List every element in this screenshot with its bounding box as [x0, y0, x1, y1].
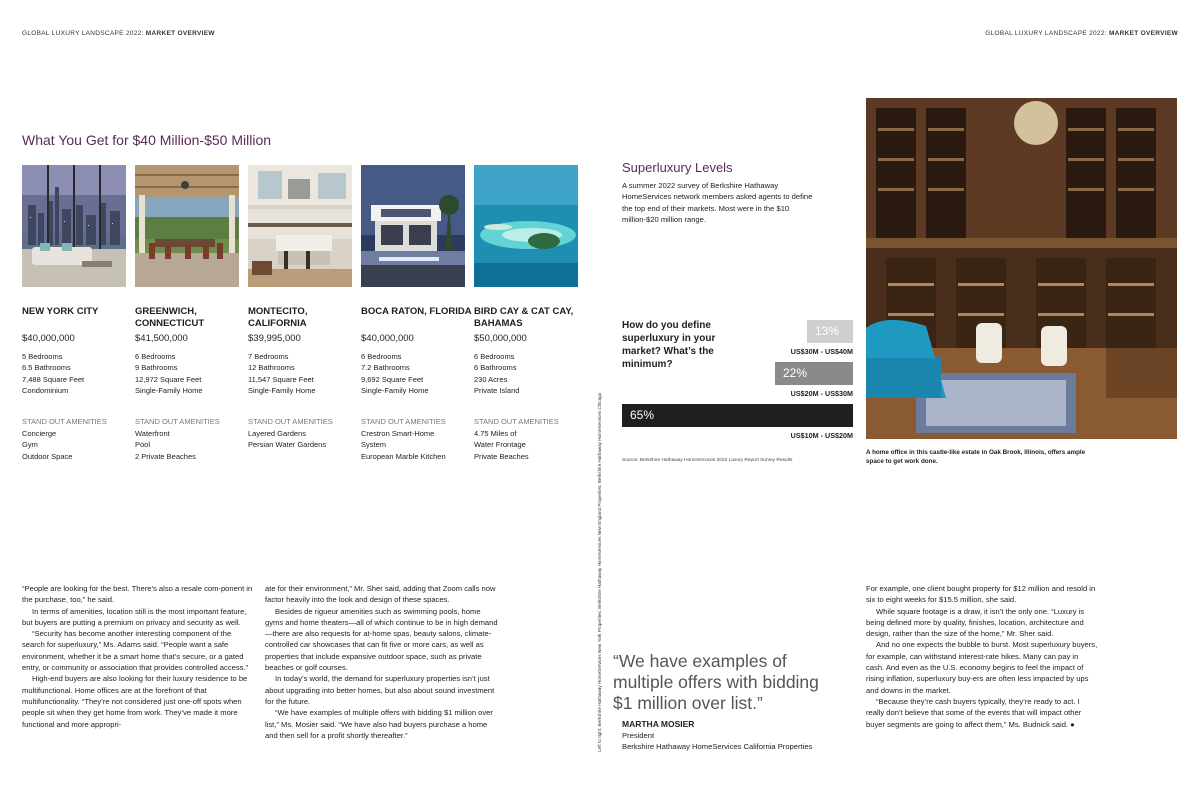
property-photo-boca-raton — [361, 165, 465, 287]
pull-quote-org: Berkshire Hathaway HomeServices California Properties — [622, 742, 813, 751]
amenities-heading: STAND OUT AMENITIES — [135, 417, 220, 426]
spec-line: 12,972 Square Feet — [135, 374, 202, 384]
article-paragraph: Besides de rigueur amenities such as swimming pools, home gyms and home theaters—all of which continue to be in high demand—there are also requests for at-home spas, beauty salons, climate-controlled car showcases that can fit five or more cars, as well as properties that include expansive outdoor space, such as private beaches or golf courses. — [265, 606, 498, 673]
spec-line: 5 Bedrooms — [22, 352, 63, 361]
article-paragraph: High-end buyers are also looking for their luxury residence to be multifunctional. Home offices are at the forefront of that multifunctionality. “They’re not considered just one-off spots when people sit when they get home from work. They’ve made it more functional and more appropri- — [22, 674, 248, 729]
property-city: GREENWICH, CONNECTICUT — [135, 306, 205, 329]
property-price: $39,995,000 — [248, 333, 301, 344]
amenity-line: European Marble Kitchen — [361, 451, 446, 461]
spec-line: 6 Bedrooms — [474, 352, 515, 361]
property-city: MONTECITO, CALIFORNIA — [248, 306, 308, 329]
chart-source: Source: Berkshire Hathaway HomeServices 2022 Luxury Report Survey Results — [622, 458, 793, 463]
property-photo-new-york — [22, 165, 126, 287]
amenities-heading: STAND OUT AMENITIES — [361, 417, 446, 426]
article-column-1 — [22, 583, 254, 730]
property-amenities — [474, 428, 529, 462]
spec-line: Single-Family Home — [248, 386, 316, 396]
pull-quote-role: President — [622, 731, 655, 740]
amenity-line: Concierge — [22, 429, 57, 438]
article-paragraph: ate for their environment,” Mr. Sher said, adding that Zoom calls now factor heavily into the look and design of these spaces. — [265, 584, 496, 605]
superluxury-title: Superluxury Levels — [622, 160, 733, 175]
spec-line: 9 Bathrooms — [135, 363, 178, 373]
amenity-line: Outdoor Space — [22, 451, 73, 461]
article-paragraph: And no one expects the bubble to burst. Most superluxury buyers, for example, can withstand interest-rate hikes. Many can pay in cash. And even as the U.S. economy begins to feel the impact of rising inflation, superluxury buy-ers are often less impacted by ups and downs in the market. — [866, 640, 1098, 695]
amenity-line: Crestron Smart-Home — [361, 429, 435, 438]
property-city: BOCA RATON, FLORIDA — [361, 306, 472, 317]
property-city: BIRD CAY & CAT CAY, BAHAMAS — [474, 306, 574, 329]
article-paragraph: In terms of amenities, location still is the most important feature, but buyers are putting a premium on privacy and security as well. — [22, 606, 247, 627]
property-card-montecito — [248, 165, 352, 450]
section-title: What You Get for $40 Million-$50 Million — [22, 132, 272, 148]
amenity-line: 4.75 Miles of — [474, 429, 517, 438]
article-paragraph: “Because they’re cash buyers typically, they’re ready to act. I really don’t believe that some of the events that will impact other buyer segments are going to affect them,” Ms. Budnick said. ● — [866, 696, 1082, 729]
article-paragraph: “We have examples of multiple offers with bidding $1 million over list,” Ms. Mosier said. “We have also had buyers purchase a home and then sell for a profit shortly thereafter.” — [265, 708, 493, 740]
amenity-line: Waterfront — [135, 429, 170, 438]
amenity-line: Gym — [22, 440, 38, 450]
running-head-left-prefix: GLOBAL LUXURY LANDSCAPE 2022: — [22, 30, 144, 37]
amenity-line: Private Beaches — [474, 451, 529, 461]
property-card-bahamas — [474, 165, 578, 461]
article-paragraph: “Security has become another interesting component of the search for superluxury,” Ms. Adams said. “People want a safe environment, whether it be a smart home that’s secure, or a gated entry, or community or association that provides controlled access.” — [22, 629, 249, 673]
spec-line: 6 Bathrooms — [474, 363, 517, 373]
amenity-line: Persian Water Gardens — [248, 440, 327, 450]
photo-caption: A home office in this castle-like estate in Oak Brook, Illinois, offers ample space to get work done. — [866, 449, 1086, 465]
library-office-photo — [866, 98, 1177, 439]
property-specs — [474, 351, 519, 397]
property-photo-greenwich — [135, 165, 239, 287]
amenity-line: System — [361, 440, 387, 450]
running-head-right-strong: MARKET OVERVIEW — [1108, 30, 1178, 37]
photo-credit-vertical — [592, 344, 606, 752]
amenities-heading: STAND OUT AMENITIES — [22, 417, 107, 426]
spec-line: Private Island — [474, 386, 520, 396]
running-head-left — [22, 30, 215, 37]
property-card-boca-raton — [361, 165, 472, 461]
property-amenities — [135, 428, 196, 462]
spec-line: 6.5 Bathrooms — [22, 363, 71, 373]
running-head-left-strong: MARKET OVERVIEW — [145, 30, 215, 37]
amenities-heading: STAND OUT AMENITIES — [474, 417, 559, 426]
property-photo-montecito — [248, 165, 352, 287]
article-column-3 — [866, 583, 1098, 730]
spec-line: 11,547 Square Feet — [248, 374, 314, 384]
spec-line: 7,488 Square Feet — [22, 374, 85, 384]
article-column-2 — [265, 583, 499, 741]
pull-quote: “We have examples of multiple offers with bidding $1 million over list.” — [613, 651, 819, 713]
spec-line: 9,692 Square Feet — [361, 374, 424, 384]
spec-line: Single-Family Home — [135, 386, 203, 396]
spec-line: Single-Family Home — [361, 386, 429, 396]
property-specs — [135, 351, 203, 397]
property-amenities — [22, 428, 72, 462]
property-amenities — [361, 428, 446, 462]
bar-10m-20m — [622, 404, 853, 427]
property-price: $41,500,000 — [135, 333, 188, 344]
running-head-right — [985, 30, 1178, 37]
bar-value-label: 22% — [783, 366, 808, 380]
article-paragraph: While square footage is a draw, it isn’t the only one. “Luxury is being defined more by quality, finishes, location, architecture and design, rather than the size of the home,” Mr. Sher said. — [866, 606, 1085, 639]
property-city: NEW YORK CITY — [22, 306, 99, 317]
spec-line: 12 Bathrooms — [248, 363, 295, 373]
spec-line: 6 Bedrooms — [361, 352, 402, 361]
pull-quote-name: MARTHA MOSIER — [622, 719, 695, 729]
article-paragraph: For example, one client bought property for $12 million and resold in six to eight weeks for $15.5 million, she said. — [866, 584, 1096, 605]
bar-20m-30m — [775, 362, 853, 385]
spec-line: Condominium — [22, 386, 69, 396]
bar-value-label: 65% — [630, 408, 655, 422]
property-card-greenwich — [135, 165, 239, 461]
spec-line: 230 Acres — [474, 374, 508, 384]
category-label: US$20M - US$30M — [790, 389, 853, 398]
amenity-line: Layered Gardens — [248, 429, 306, 438]
amenity-line: 2 Private Beaches — [135, 451, 196, 461]
amenity-line: Pool — [135, 440, 151, 450]
property-card-new-york — [22, 165, 126, 461]
property-specs — [361, 351, 429, 397]
spec-line: 7.2 Bathrooms — [361, 363, 410, 373]
property-price: $40,000,000 — [361, 333, 414, 344]
bar-30m-40m — [807, 320, 853, 343]
photo-credit-text: Left to right: Berkshire Hathaway HomeServices New York Properties; Berkshire Hathaway HomeServices New England Properties; Berkshire Hathaway HomeServices Chicago — [597, 392, 602, 752]
spec-line: 7 Bedrooms — [248, 352, 289, 361]
spec-line: 6 Bedrooms — [135, 352, 176, 361]
superluxury-question: How do you define superluxury in your market? What’s the minimum? — [622, 320, 716, 370]
property-amenities — [248, 428, 326, 451]
property-price: $40,000,000 — [22, 333, 75, 344]
category-label: US$10M - US$20M — [790, 431, 853, 440]
article-paragraph: “People are looking for the best. There’s also a resale com-ponent in the purchase, too,” he said. — [22, 584, 253, 605]
property-price: $50,000,000 — [474, 333, 527, 344]
property-specs — [248, 351, 316, 397]
superluxury-intro: A summer 2022 survey of Berkshire Hathaway HomeServices network members asked agents to define the top end of their markets. Most were in the $10 million-$20 million range. — [622, 181, 813, 224]
article-paragraph: In today’s world, the demand for superluxury properties isn’t just about upgrading into better homes, but also about sound investment for the future. — [265, 674, 495, 706]
amenities-heading: STAND OUT AMENITIES — [248, 417, 333, 426]
running-head-right-prefix: GLOBAL LUXURY LANDSCAPE 2022: — [985, 30, 1107, 37]
property-photo-bahamas — [474, 165, 578, 287]
bar-value-label: 13% — [815, 324, 840, 338]
category-label: US$30M - US$40M — [790, 347, 853, 356]
property-specs — [22, 351, 84, 397]
amenity-line: Water Frontage — [474, 440, 526, 450]
